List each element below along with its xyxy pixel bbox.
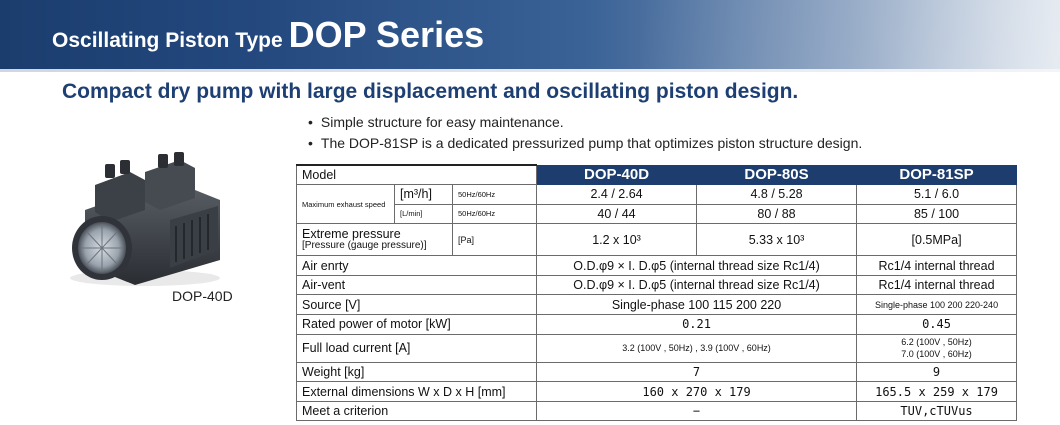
table-row — [297, 256, 1017, 276]
table-row — [297, 315, 1017, 335]
value-cell: 85 / 100 — [857, 204, 1017, 224]
row-label: Air-vent — [297, 275, 537, 295]
value-cell: 80 / 88 — [697, 204, 857, 224]
banner-series: DOP Series — [288, 14, 485, 55]
pressure-label-sub: [Pressure (gauge pressure)] — [302, 239, 427, 251]
value-cell: 9 — [857, 362, 1017, 382]
value-cell: 5.33 x 10³ — [697, 224, 857, 256]
freq-cell: 50Hz/60Hz — [453, 185, 537, 205]
value-cell: − — [537, 401, 857, 421]
value-cell: 3.2 (100V , 50Hz) , 3.9 (100V , 60Hz) — [537, 334, 857, 362]
banner-prefix: Oscillating Piston Type — [52, 29, 283, 52]
feature-list — [308, 114, 862, 156]
value-cell: 0.45 — [857, 315, 1017, 335]
model-header: DOP-81SP — [857, 165, 1017, 185]
banner-title — [52, 14, 484, 56]
value-cell: 5.1 / 6.0 — [857, 185, 1017, 205]
row-label: Meet a criterion — [297, 401, 537, 421]
row-label: External dimensions W x D x H [mm] — [297, 382, 537, 402]
value-cell: [0.5MPa] — [857, 224, 1017, 256]
current-60hz: 7.0 (100V , 60Hz) — [901, 349, 972, 360]
exhaust-label: Maximum exhaust speed — [297, 185, 395, 224]
table-row — [297, 401, 1017, 421]
row-label: Air enrty — [297, 256, 537, 276]
table-row — [297, 224, 1017, 256]
table-row — [297, 185, 1017, 205]
value-cell: 160 x 270 x 179 — [537, 382, 857, 402]
value-cell: 2.4 / 2.64 — [537, 185, 697, 205]
table-row — [297, 204, 1017, 224]
value-cell: 165.5 x 259 x 179 — [857, 382, 1017, 402]
value-cell: 7 — [537, 362, 857, 382]
value-cell: TUV,cTUVus — [857, 401, 1017, 421]
model-header: DOP-80S — [697, 165, 857, 185]
value-cell — [857, 334, 1017, 362]
table-row — [297, 362, 1017, 382]
banner-shine — [640, 0, 1060, 72]
table-row — [297, 295, 1017, 315]
value-cell: 0.21 — [537, 315, 857, 335]
row-label: Source [V] — [297, 295, 537, 315]
table-row — [297, 334, 1017, 362]
pressure-label — [297, 224, 453, 256]
unit-cell: [m³/h] — [395, 185, 453, 205]
value-cell: Rc1/4 internal thread — [857, 275, 1017, 295]
model-header: DOP-40D — [537, 165, 697, 185]
table-row — [297, 275, 1017, 295]
freq-cell: 50Hz/60Hz — [453, 204, 537, 224]
value-cell: 1.2 x 10³ — [537, 224, 697, 256]
pressure-label-main: Extreme pressure — [302, 226, 401, 241]
value-cell: Single-phase 100 115 200 220 — [537, 295, 857, 315]
row-label: Weight [kg] — [297, 362, 537, 382]
feature-item: • The DOP-81SP is a dedicated pressurized pump that optimizes piston structure design. — [308, 135, 862, 151]
value-cell: O.D.φ9 × I. D.φ5 (internal thread size Rc1/4) — [537, 256, 857, 276]
value-cell: 4.8 / 5.28 — [697, 185, 857, 205]
feature-item: • Simple structure for easy maintenance. — [308, 114, 862, 130]
pump-caption: DOP-40D — [172, 288, 233, 304]
header-banner — [0, 0, 1060, 72]
current-50hz: 6.2 (100V , 50Hz) — [901, 337, 972, 348]
page-subtitle: Compact dry pump with large displacement and oscillating piston design. — [62, 80, 799, 103]
unit-cell: [Pa] — [453, 224, 537, 256]
value-cell: Single-phase 100 200 220-240 — [857, 295, 1017, 315]
spec-table — [296, 164, 1017, 421]
row-label: Full load current [A] — [297, 334, 537, 362]
row-label: Rated power of motor [kW] — [297, 315, 537, 335]
pump-image — [50, 150, 230, 290]
value-cell: 40 / 44 — [537, 204, 697, 224]
unit-cell: [L/min] — [395, 204, 453, 224]
value-cell: O.D.φ9 × I. D.φ5 (internal thread size Rc1/4) — [537, 275, 857, 295]
model-label: Model — [297, 165, 537, 185]
table-row — [297, 165, 1017, 185]
table-row — [297, 382, 1017, 402]
value-cell: Rc1/4 internal thread — [857, 256, 1017, 276]
